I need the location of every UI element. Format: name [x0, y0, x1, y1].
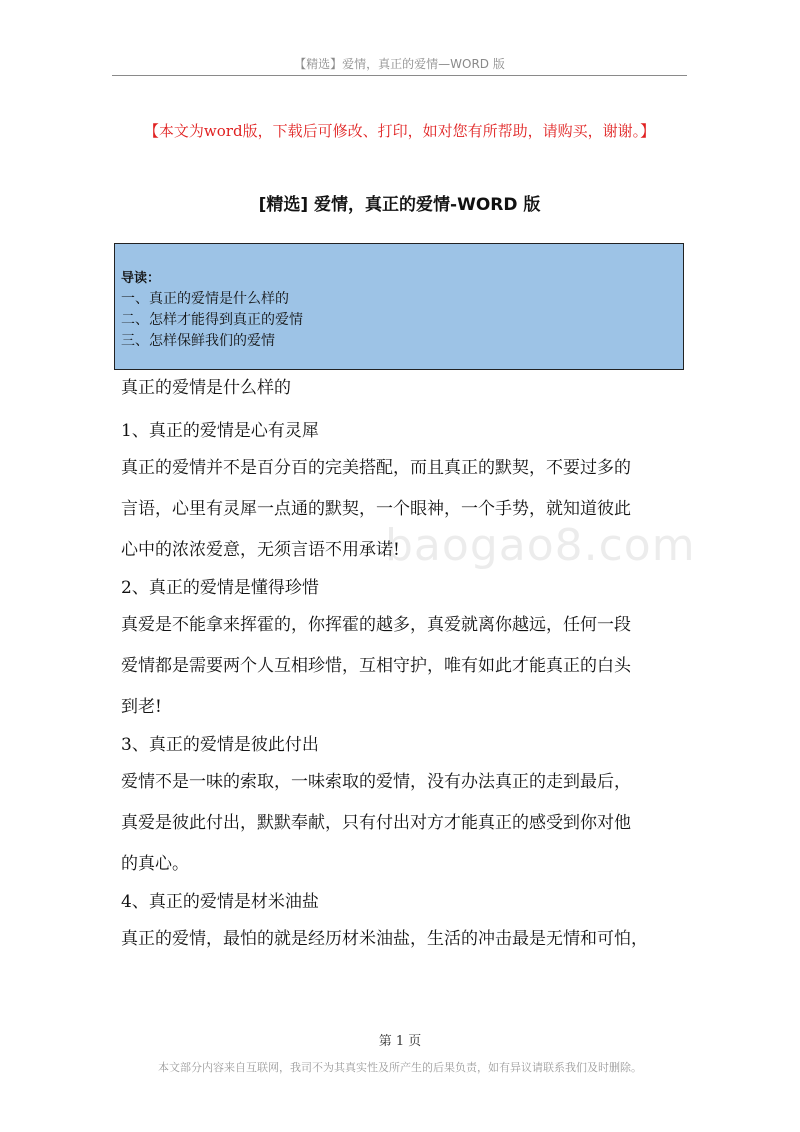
section-heading: 1、真正的爱情是心有灵犀 — [121, 421, 319, 441]
guide-item: 二、怎样才能得到真正的爱情 — [121, 312, 303, 328]
section-heading: 3、真正的爱情是彼此付出 — [121, 735, 319, 755]
page-number: 第 1 页 — [378, 1034, 422, 1049]
section-heading: 2、真正的爱情是懂得珍惜 — [121, 578, 319, 598]
document-body — [121, 378, 691, 960]
section-title: 真正的爱情是什么样的 — [121, 378, 291, 398]
paragraph — [121, 605, 691, 728]
guide-item: 三、怎样保鲜我们的爱情 — [121, 333, 275, 349]
guide-box — [114, 243, 684, 370]
paragraph-line: 言语，心里有灵犀一点通的默契，一个眼神，一个手势，就知道彼此 — [121, 499, 631, 519]
paragraph-line: 的真心。 — [121, 854, 189, 874]
paragraph-line: 爱情都是需要两个人互相珍惜，互相守护，唯有如此才能真正的白头 — [121, 656, 631, 676]
page-header: 【精选】爱情，真正的爱情—WORD 版 — [294, 57, 505, 71]
paragraph-line: 真爱是彼此付出，默默奉献，只有付出对方才能真正的感受到你对他 — [121, 813, 631, 833]
paragraph — [121, 762, 691, 885]
paragraph-line: 到老! — [121, 697, 162, 717]
header-divider — [112, 75, 687, 76]
paragraph-line: 真正的爱情，最怕的就是经历材米油盐，生活的冲击最是无情和可怕， — [121, 929, 648, 949]
download-notice: 【本文为word版，下载后可修改、打印，如对您有所帮助，请购买，谢谢。】 — [143, 122, 656, 140]
page-footer: 本文部分内容来自互联网，我司不为其真实性及所产生的后果负责，如有异议请联系我们及时删除。 — [158, 1061, 642, 1074]
paragraph — [121, 448, 691, 571]
paragraph-line: 真正的爱情并不是百分百的完美搭配，而且真正的默契，不要过多的 — [121, 458, 631, 478]
paragraph-line: 心中的浓浓爱意，无须言语不用承诺! — [121, 540, 400, 560]
watermark: baogao8.com — [385, 520, 696, 571]
paragraph — [121, 919, 691, 960]
guide-heading: 导读： — [121, 271, 161, 286]
paragraph-line: 真爱是不能拿来挥霍的，你挥霍的越多，真爱就离你越远，任何一段 — [121, 615, 631, 635]
document-title: [精选] 爱情，真正的爱情-WORD 版 — [258, 195, 541, 215]
section-heading: 4、真正的爱情是材米油盐 — [121, 892, 319, 912]
paragraph-line: 爱情不是一味的索取，一味索取的爱情，没有办法真正的走到最后， — [121, 772, 631, 792]
guide-item: 一、真正的爱情是什么样的 — [121, 291, 289, 307]
